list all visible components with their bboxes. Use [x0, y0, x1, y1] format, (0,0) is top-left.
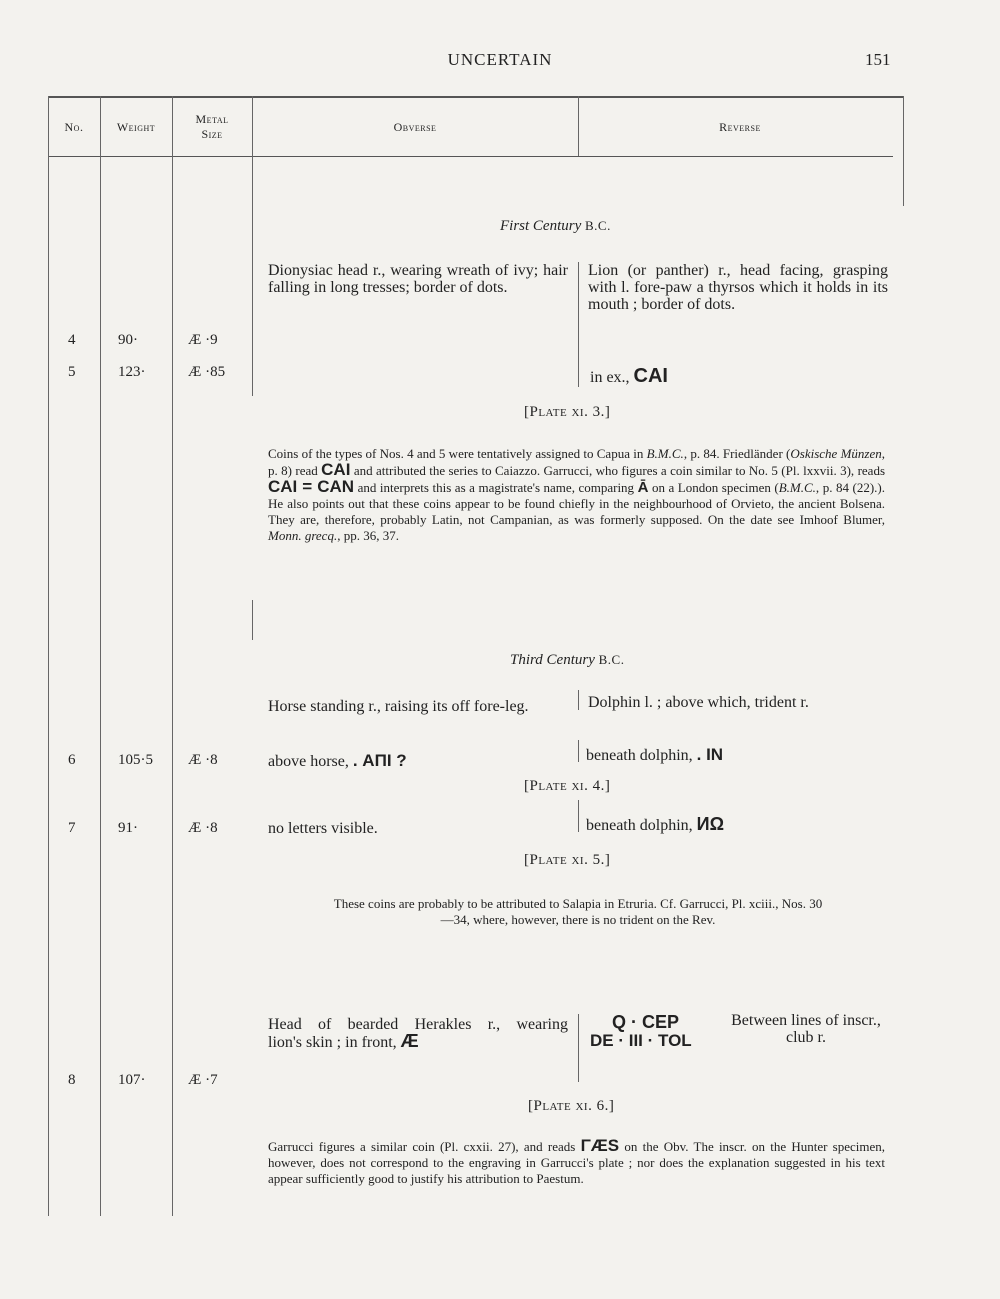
section-title: First Century: [500, 218, 582, 234]
inscription: ИΩ: [696, 814, 725, 834]
coin-no: 4: [68, 332, 76, 348]
table-right-border: [903, 96, 904, 206]
plate-reference: [Plate xi. 3.]: [524, 404, 611, 420]
coin-weight: 107·: [118, 1072, 146, 1088]
inscription: Æ: [400, 1031, 419, 1051]
coin-metal-size: Æ ·8: [188, 820, 218, 836]
running-title: UNCERTAIN: [447, 50, 553, 69]
page-number: 151: [865, 50, 891, 69]
reverse-field-inscription: beneath dolphin, ИΩ: [586, 814, 725, 834]
coin-no: 8: [68, 1072, 76, 1088]
col-divider-no: [100, 96, 101, 1216]
obverse-description: Head of bearded Herakles r., wearing lion's skin ; in front, Æ: [268, 1016, 568, 1051]
obv-rev-divider: [578, 1014, 579, 1082]
exergue-prefix: in ex.,: [590, 369, 630, 386]
obverse-description: Horse standing r., raising its off fore-leg.: [268, 698, 529, 715]
coin-weight: 91·: [118, 820, 138, 836]
commentary-note: Coins of the types of Nos. 4 and 5 were tentatively assigned to Capua in B.M.C., p. 84. Friedländer (Oskische Münzen, p. 8) read CAI and attributed the series to Caiazzo. Garrucci, who figures a coin similar to No. 5 (Pl. lxxvii. 3), reads CAI = CAN and interprets this as a magistrate's name, comparing Ā on a London specimen (B.M.C., p. 84 (22).). He also points out that these coins appear to be found chiefly in the neighbourhood of Orvieto, the ancient Bolsena. They are, therefore, probably Latin, not Campanian, as was formerly supposed. On the date see Imhoof Blumer, Monn. grecq., pp. 36, 37.: [268, 446, 886, 543]
reverse-inscription-line-1: Q · CEP: [612, 1012, 680, 1032]
coin-weight: 90·: [118, 332, 138, 348]
coin-metal-size: Æ ·9: [188, 332, 218, 348]
reverse-exergue: [590, 365, 668, 387]
coin-no: 5: [68, 364, 76, 380]
plate-reference: [Plate xi. 4.]: [524, 778, 611, 794]
inscription: Ā: [637, 479, 649, 496]
col-divider-obverse: [578, 96, 579, 156]
commentary-note: These coins are probably to be attributed to Salapia in Etruria. Cf. Garrucci, Pl. xciii., Nos. 30—34, where, however, there is no trident on the Rev.: [333, 896, 823, 927]
coin-metal-size: Æ ·7: [188, 1072, 218, 1088]
table-header-rule: [48, 156, 893, 157]
reverse-inscription-line-2: DE · III · TOL: [590, 1031, 692, 1050]
inscription: CAI = CAN: [268, 477, 355, 496]
reverse-field-inscription: beneath dolphin, . IN: [586, 745, 724, 764]
table-left-border: [48, 96, 49, 1216]
col-header-weight: Weight: [116, 120, 156, 134]
obv-rev-divider: [578, 800, 579, 832]
commentary-note: Garrucci figures a similar coin (Pl. cxxii. 27), and reads ΓÆS on the Obv. The inscr. on the Hunter specimen, however, does not correspond to the engraving in Garrucci's plate ; nor does the explanation suggested in his text appear sufficiently good to justify his attribution to Paestum.: [268, 1136, 885, 1186]
inscription: CAI: [321, 460, 351, 479]
col-divider-metal-lower: [252, 600, 253, 640]
reverse-description: Between lines of inscr., club r.: [731, 1012, 881, 1046]
col-header-size: Size: [201, 127, 223, 141]
section-heading-first-century: [500, 218, 800, 235]
section-heading-third-century: [510, 652, 810, 669]
section-era: B.C.: [598, 652, 625, 667]
reverse-description: Lion (or panther) r., head facing, grasping with l. fore-paw a thyrsos which it holds in its mouth ; border of dots.: [588, 262, 888, 313]
section-title: Third Century: [510, 652, 595, 668]
section-era: B.C.: [585, 218, 611, 233]
obv-rev-divider: [578, 740, 579, 762]
inscription: . IN: [696, 745, 724, 764]
col-header-no: No.: [64, 120, 84, 134]
obv-rev-divider: [578, 690, 579, 710]
reverse-description: Dolphin l. ; above which, trident r.: [588, 694, 809, 711]
col-divider-metal: [252, 96, 253, 396]
col-header-metal: Metal: [195, 112, 229, 126]
obverse-description: no letters visible.: [268, 820, 378, 837]
coin-metal-size: Æ ·8: [188, 752, 218, 768]
inscription: . ΑΠΙ ?: [352, 751, 407, 770]
inscription: ΓÆS: [580, 1136, 620, 1155]
col-header-obverse: Obverse: [393, 120, 437, 134]
col-divider-weight: [172, 96, 173, 1216]
plate-reference: [Plate xi. 5.]: [524, 852, 611, 868]
coin-weight: 123·: [118, 364, 146, 380]
exergue-inscription: CAI: [633, 365, 668, 387]
coin-no: 6: [68, 752, 76, 768]
coin-metal-size: Æ ·85: [188, 364, 226, 380]
obverse-field-inscription: above horse, . ΑΠΙ ?: [268, 751, 407, 770]
table-top-rule: [48, 96, 904, 98]
plate-reference: [Plate xi. 6.]: [528, 1098, 615, 1114]
coin-weight: 105·5: [118, 752, 153, 768]
obv-rev-divider: [578, 262, 579, 387]
col-header-reverse: Reverse: [719, 120, 761, 134]
coin-no: 7: [68, 820, 76, 836]
obverse-description: Dionysiac head r., wearing wreath of ivy; hair falling in long tresses; border of dots.: [268, 262, 568, 296]
